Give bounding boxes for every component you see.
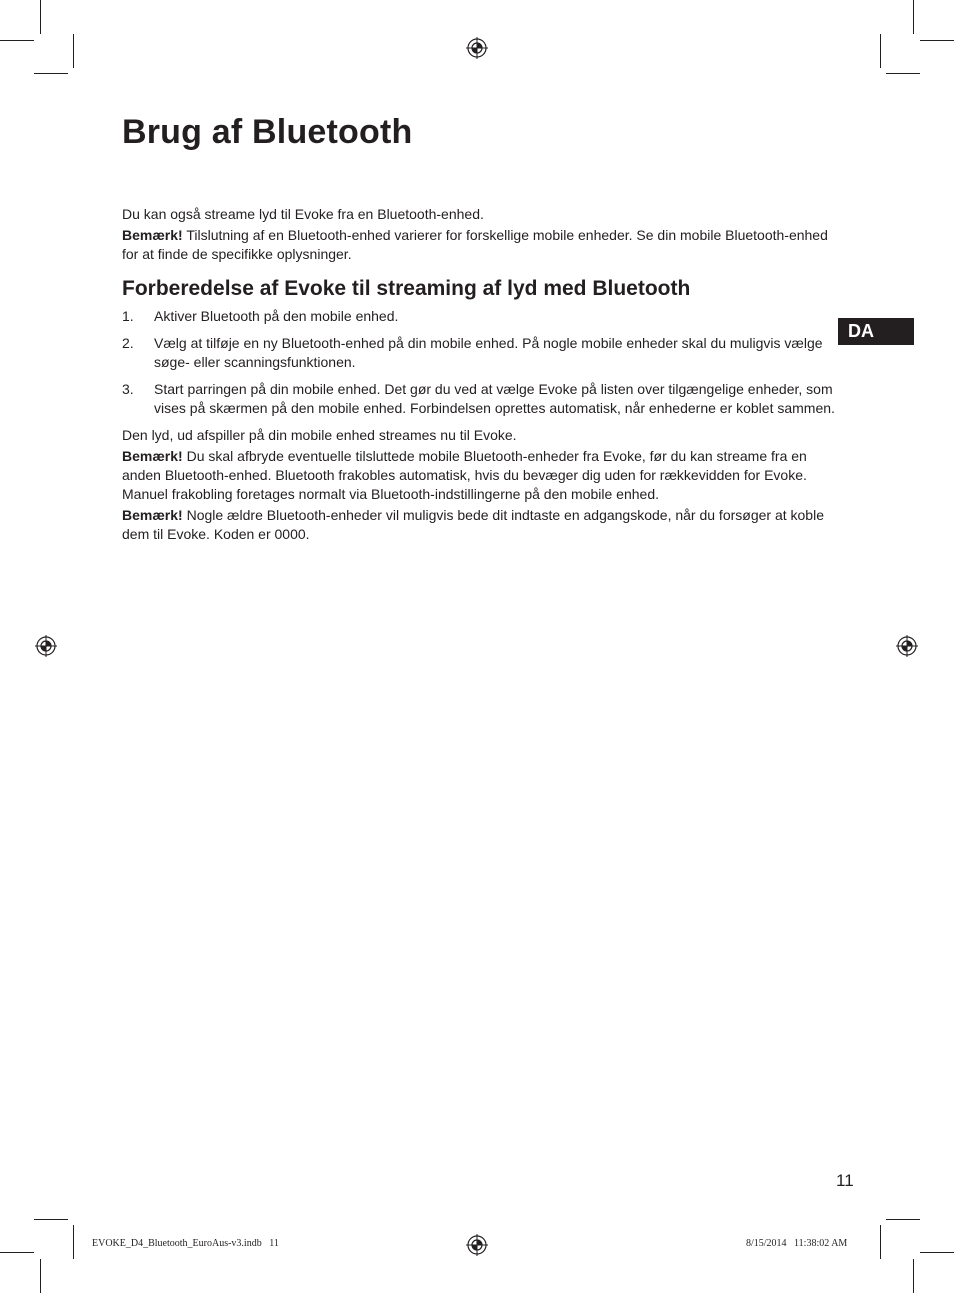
intro-paragraph: Du kan også streame lyd til Evoke fra en Bluetooth-enhed. bbox=[122, 206, 484, 222]
note-text: Du skal afbryde eventuelle tilsluttede mobile Bluetooth-enheder fra Evoke, før du kan streame fra en anden Bluetooth-enhed. Bluetooth frakobles automatisk, hvis du bevæger dig uden for rækkevidden for Evoke. Manuel frakobling foretages normalt via Bluetooth-indstillingerne på den mobile enhed. bbox=[122, 448, 807, 502]
note-paragraph bbox=[122, 506, 836, 544]
stream-paragraph: Den lyd, ud afspiller på din mobile enhed streames nu til Evoke. bbox=[122, 427, 517, 443]
section-heading: Forberedelse af Evoke til streaming af lyd med Bluetooth bbox=[122, 277, 691, 300]
note-paragraph bbox=[122, 447, 836, 504]
crop-mark bbox=[34, 1219, 68, 1220]
crop-mark bbox=[40, 0, 41, 34]
steps-list bbox=[122, 307, 836, 418]
crop-mark bbox=[920, 40, 954, 41]
registration-mark-icon bbox=[896, 635, 918, 657]
crop-mark bbox=[880, 34, 881, 68]
list-item bbox=[122, 334, 836, 372]
registration-mark-icon bbox=[466, 37, 488, 59]
crop-mark bbox=[0, 40, 34, 41]
page-number: 11 bbox=[836, 1171, 854, 1190]
language-tab: DA bbox=[838, 318, 914, 345]
crop-mark bbox=[40, 1259, 41, 1293]
list-item bbox=[122, 307, 836, 326]
note-label: Bemærk! bbox=[122, 227, 183, 243]
crop-mark bbox=[886, 73, 920, 74]
note-paragraph bbox=[122, 226, 836, 264]
step-number: 3. bbox=[122, 381, 134, 397]
list-item bbox=[122, 380, 836, 418]
crop-mark bbox=[34, 73, 68, 74]
registration-mark-icon bbox=[466, 1234, 488, 1256]
crop-mark bbox=[886, 1219, 920, 1220]
crop-mark bbox=[913, 1259, 914, 1293]
step-text: Start parringen på din mobile enhed. Det gør du ved at vælge Evoke på listen over tilgængelige enheder, som vises på skærmen på den mobile enhed. Forbindelsen oprettes automatisk, når enhederne er koblet sammen. bbox=[154, 381, 835, 416]
main-content bbox=[122, 205, 836, 546]
note-text: Tilslutning af en Bluetooth-enhed varierer for forskellige mobile enheder. Se din mobile Bluetooth-enhed for at finde de specifikke oplysninger. bbox=[122, 227, 828, 262]
page-title: Brug af Bluetooth bbox=[122, 113, 413, 151]
crop-mark bbox=[913, 0, 914, 34]
note-text: Nogle ældre Bluetooth-enheder vil muligvis bede dit indtaste en adgangskode, når du forsøger at koble dem til Evoke. Koden er 0000. bbox=[122, 507, 824, 542]
step-number: 2. bbox=[122, 335, 134, 351]
registration-mark-icon bbox=[35, 635, 57, 657]
slug-file-info: EVOKE_D4_Bluetooth_EuroAus-v3.indb 11 bbox=[92, 1238, 279, 1249]
note-label: Bemærk! bbox=[122, 507, 183, 523]
crop-mark bbox=[920, 1252, 954, 1253]
crop-mark bbox=[880, 1225, 881, 1259]
crop-mark bbox=[0, 1252, 34, 1253]
slug-date-info: 8/15/2014 11:38:02 AM bbox=[746, 1238, 848, 1249]
step-text: Aktiver Bluetooth på den mobile enhed. bbox=[154, 308, 399, 324]
step-text: Vælg at tilføje en ny Bluetooth-enhed på din mobile enhed. På nogle mobile enheder skal du muligvis vælge søge- eller scanningsfunktionen. bbox=[154, 335, 823, 370]
crop-mark bbox=[73, 1225, 74, 1259]
note-label: Bemærk! bbox=[122, 448, 183, 464]
crop-mark bbox=[73, 34, 74, 68]
step-number: 1. bbox=[122, 308, 134, 324]
